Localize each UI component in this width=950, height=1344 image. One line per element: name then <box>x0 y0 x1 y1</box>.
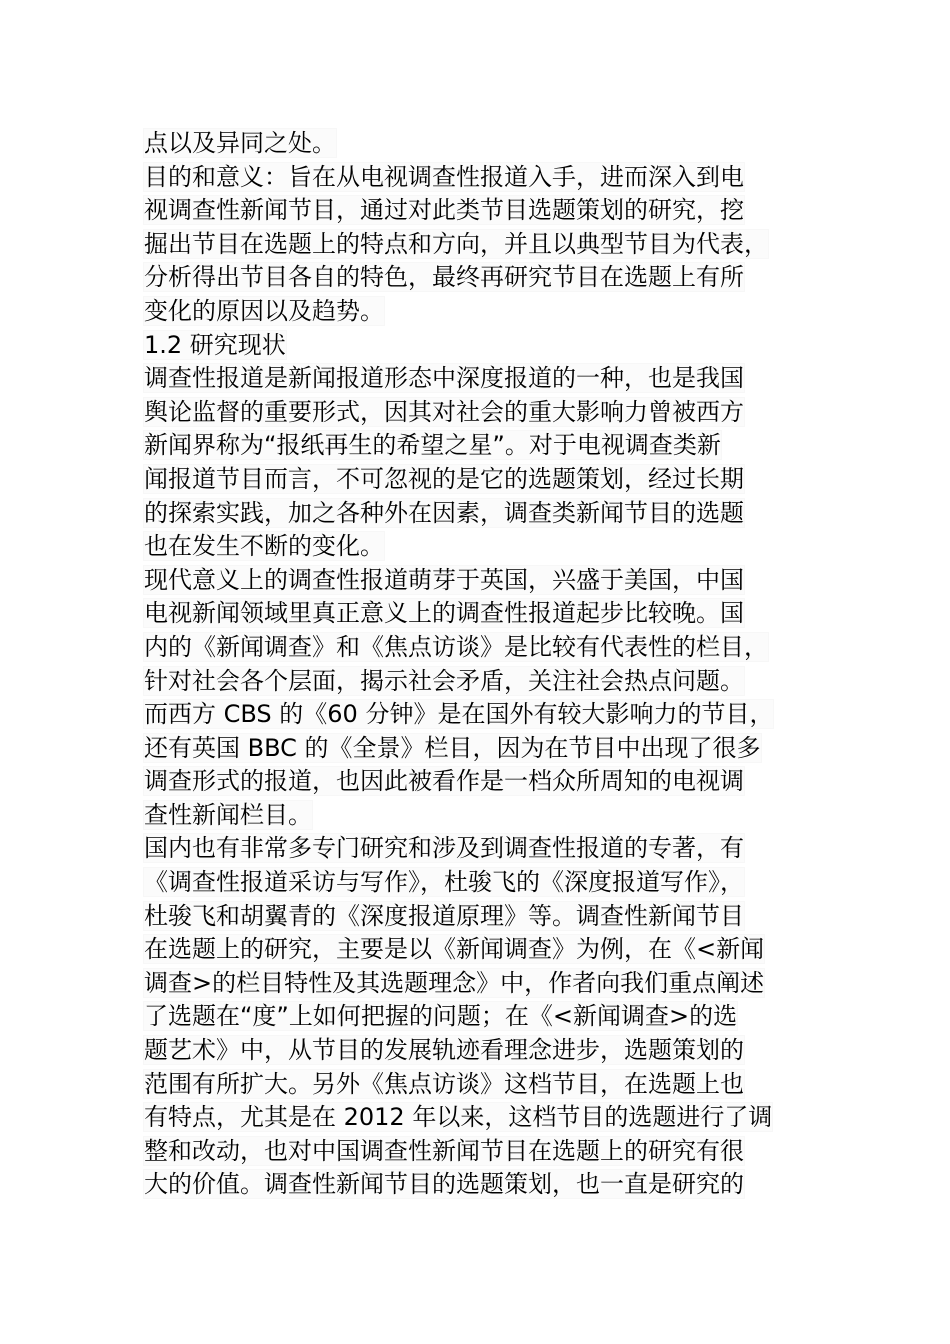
text-line: 国内也有非常多专门研究和涉及到调查性报道的专著，有 <box>144 834 744 863</box>
text-line: 整和改动，也对中国调查性新闻节目在选题上的研究有很 <box>144 1136 744 1165</box>
text-line: 题艺术》中，从节目的发展轨迹看理念进步，选题策划的 <box>144 1036 744 1065</box>
text-line: 目的和意义：旨在从电视调查性报道入手，进而深入到电 <box>144 162 744 191</box>
text-line: 有特点，尤其是在 2012 年以来，这档节目的选题进行了调 <box>144 1103 773 1132</box>
body-text <box>144 127 814 1202</box>
text-line: 调查形式的报道，也因此被看作是一档众所周知的电视调 <box>144 767 744 796</box>
section-heading: 1.2 研究现状 <box>144 330 286 359</box>
text-line: 舆论监督的重要形式，因其对社会的重大影响力曾被西方 <box>144 397 744 426</box>
text-line: 范围有所扩大。另外《焦点访谈》这档节目，在选题上也 <box>144 1069 744 1098</box>
text-line: 《调查性报道采访与写作》，杜骏飞的《深度报道写作》， <box>144 868 744 897</box>
text-line: 内的《新闻调查》和《焦点访谈》是比较有代表性的栏目， <box>144 632 768 661</box>
text-line: 调查性报道是新闻报道形态中深度报道的一种，也是我国 <box>144 364 744 393</box>
text-line: 分析得出节目各自的特色，最终再研究节目在选题上有所 <box>144 263 744 292</box>
text-line: 大的价值。调查性新闻节目的选题策划，也一直是研究的 <box>144 1170 744 1199</box>
text-line: 电视新闻领域里真正意义上的调查性报道起步比较晚。国 <box>144 599 744 628</box>
text-line: 点以及异同之处。 <box>144 129 336 157</box>
text-line: 了选题在“度”上如何把握的问题；在《<新闻调查>的选 <box>144 1002 738 1031</box>
text-line: 新闻界称为“报纸再生的希望之星”。对于电视调查类新 <box>144 431 721 460</box>
text-line: 查性新闻栏目。 <box>144 800 312 829</box>
text-line: 现代意义上的调查性报道萌芽于英国，兴盛于美国，中国 <box>144 565 744 594</box>
text-line: 的探索实践，加之各种外在因素，调查类新闻节目的选题 <box>144 498 744 527</box>
text-line: 也在发生不断的变化。 <box>144 532 384 561</box>
text-line: 针对社会各个层面，揭示社会矛盾，关注社会热点问题。 <box>144 666 744 695</box>
text-line: 而西方 CBS 的《60 分钟》是在国外有较大影响力的节目， <box>144 700 774 729</box>
text-line: 视调查性新闻节目，通过对此类节目选题策划的研究，挖 <box>144 196 744 225</box>
text-line: 在选题上的研究，主要是以《新闻调查》为例，在《<新闻 <box>144 935 765 964</box>
text-line: 掘出节目在选题上的特点和方向，并且以典型节目为代表， <box>144 229 768 258</box>
text-line: 还有英国 BBC 的《全景》栏目，因为在节目中出现了很多 <box>144 733 761 762</box>
text-line: 变化的原因以及趋势。 <box>144 296 384 325</box>
text-line: 闻报道节目而言，不可忽视的是它的选题策划，经过长期 <box>144 464 744 493</box>
text-line: 杜骏飞和胡翼青的《深度报道原理》等。调查性新闻节目 <box>144 901 744 930</box>
text-line: 调查>的栏目特性及其选题理念》中，作者向我们重点阐述 <box>144 968 765 997</box>
